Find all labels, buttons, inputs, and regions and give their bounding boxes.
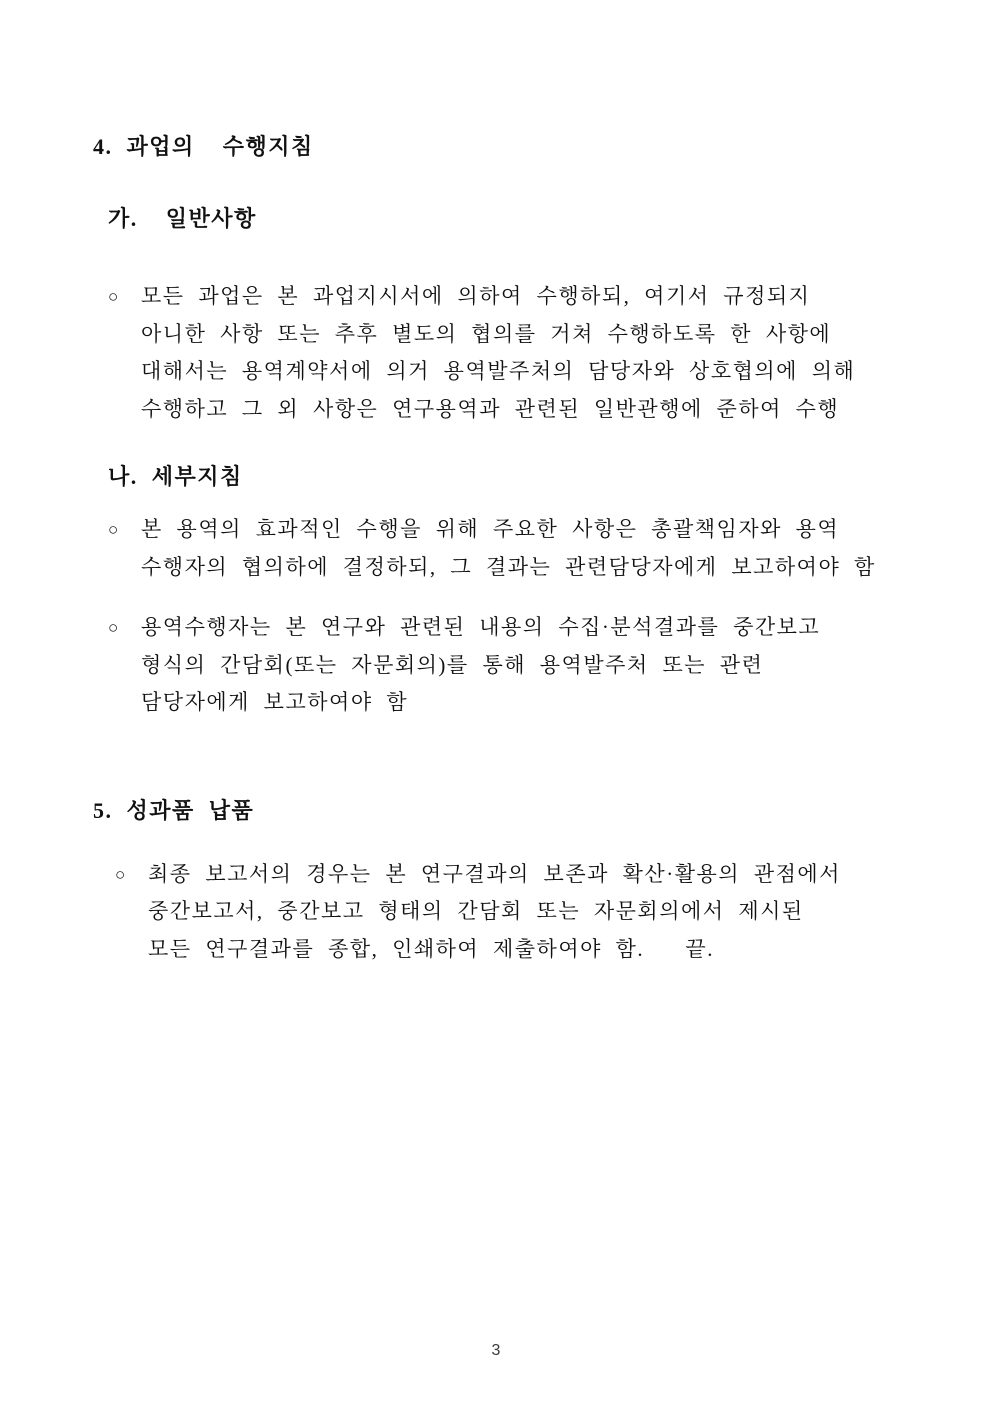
bullet-item-detail-2	[108, 609, 908, 722]
text-line: 수행자의 협의하에 결정하되, 그 결과는 관련담당자에게 보고하여야 함	[141, 554, 876, 579]
bullet-text	[141, 278, 908, 428]
page-number: 3	[491, 1342, 501, 1359]
text-line: 수행하고 그 외 사항은 연구용역과 관련된 일반관행에 준하여 수행	[141, 396, 840, 421]
circle-bullet-icon: ○	[108, 618, 119, 637]
circle-bullet-icon: ○	[115, 864, 126, 884]
text-line: 대해서는 용역계약서에 의거 용역발주처의 담당자와 상호협의에 의해	[141, 359, 856, 383]
bullet-text	[148, 856, 908, 969]
subsection-ga-heading: 가. 일반사항	[108, 206, 257, 231]
bullet-item-detail-1	[108, 511, 908, 586]
circle-bullet-icon: ○	[108, 287, 119, 306]
text-line: 담당자에게 보고하여야 함	[141, 690, 409, 714]
text-line: 용역수행자는 본 연구와 관련된 내용의 수집·분석결과를 중간보고	[141, 615, 821, 639]
bullet-text	[141, 609, 908, 722]
bullet-text	[141, 511, 908, 586]
document-content	[93, 133, 908, 968]
bullet-item-deliverable	[115, 856, 908, 969]
text-line: 본 용역의 효과적인 수행을 위해 주요한 사항은 총괄책임자와 용역	[141, 517, 840, 541]
subsection-na-heading: 나. 세부지침	[108, 464, 243, 489]
text-line: 아니한 사항 또는 추후 별도의 협의를 거쳐 수행하도록 한 사항에	[141, 321, 832, 346]
text-line: 모든 연구결과를 종합, 인쇄하여 제출하여야 함. 끝.	[148, 936, 714, 961]
circle-bullet-icon: ○	[108, 520, 119, 539]
text-line: 형식의 간담회(또는 자문회의)를 통해 용역발주처 또는 관련	[141, 652, 764, 677]
section-5-heading: 5. 성과품 납품	[93, 797, 255, 823]
text-line: 중간보고서, 중간보고 형태의 간담회 또는 자문회의에서 제시된	[148, 899, 804, 923]
text-line: 모든 과업은 본 과업지시서에 의하여 수행하되, 여기서 규정되지	[141, 284, 811, 308]
bullet-item-general	[108, 278, 908, 428]
text-line: 최종 보고서의 경우는 본 연구결과의 보존과 확산·활용의 관점에서	[148, 861, 841, 886]
section-4-heading: 4. 과업의 수행지침	[93, 134, 314, 159]
